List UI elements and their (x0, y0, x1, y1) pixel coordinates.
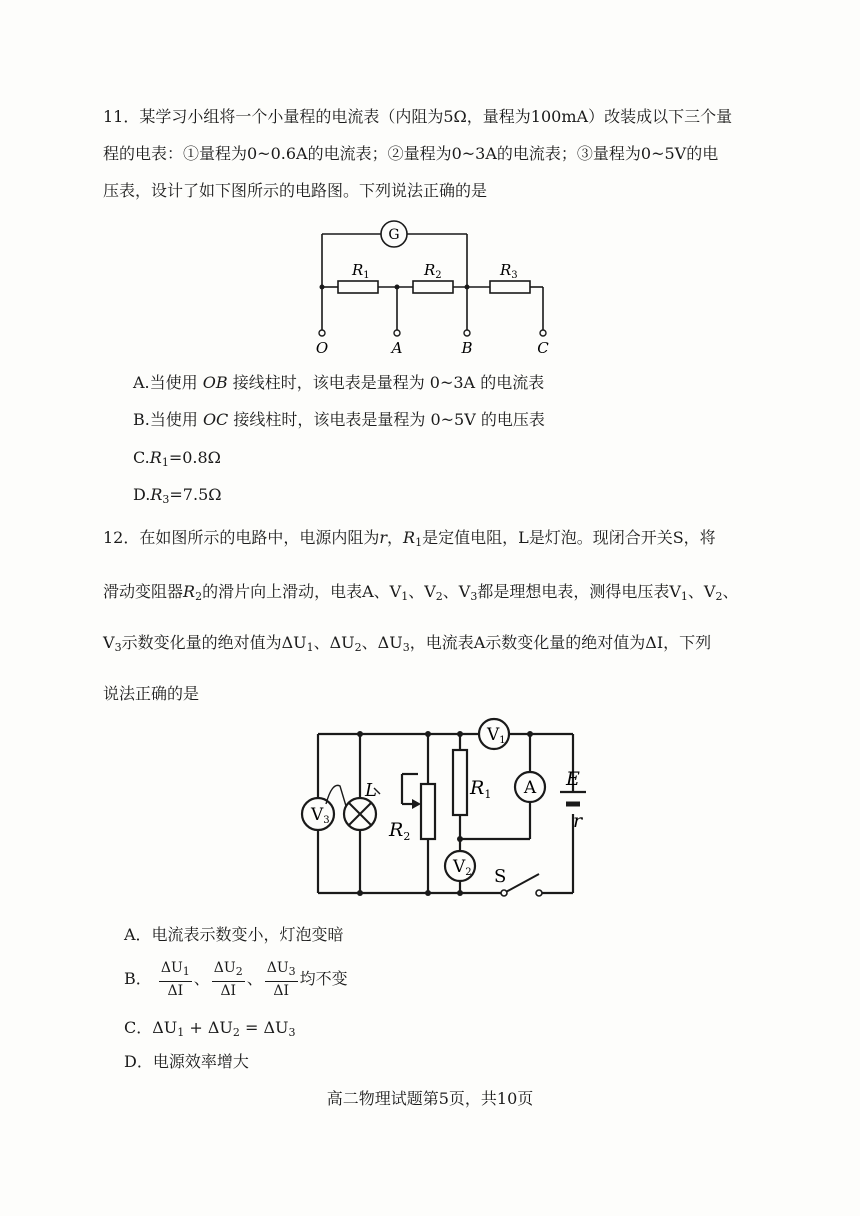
fraction-du2-di: $\frac{\Delta U_2}{\Delta I}$ (213, 960, 243, 999)
switch-contact (501, 890, 507, 896)
rheostat-label: $R_2$ (389, 819, 411, 843)
q11-line-1: 11．某学习小组将一个小量程的电流表（内阻为5Ω，量程为100mA）改装成以下三个量 (103, 107, 733, 126)
q11-option-a: A.当使用 OB 接线柱时，该电表是量程为 0~3A 的电流表 (133, 373, 545, 392)
terminal-b-label: B (461, 339, 473, 357)
switch-label: S (494, 866, 507, 887)
switch-contact (536, 890, 542, 896)
fraction-du1-di: $\frac{\Delta U_1}{\Delta I}$ (160, 960, 190, 999)
q11-circuit-diagram (300, 212, 570, 362)
q12-option-d: D．电源效率增大 (124, 1052, 249, 1071)
terminal-c (540, 330, 546, 336)
junction-dot (395, 285, 400, 290)
lamp-label: L (365, 780, 377, 801)
terminal-a (394, 330, 400, 336)
terminal-b (464, 330, 470, 336)
emf-label: E (566, 768, 580, 790)
q12-line-4: 说法正确的是 (103, 684, 200, 703)
junction-dot (425, 731, 431, 737)
junction-dot (357, 731, 363, 737)
junction-dot (357, 890, 363, 896)
terminal-c-label: C (537, 339, 549, 357)
q12-option-c: C．$\Delta U_1 + \Delta U_2 = \Delta U_3$ (124, 1018, 296, 1039)
q12-circuit-diagram (290, 714, 590, 904)
voltmeter-v3-label: V3 (311, 805, 330, 826)
resistor-r1 (338, 281, 378, 293)
galvanometer-label: G (388, 227, 400, 243)
resistor-r1-label: $R_1$ (352, 261, 370, 281)
q11-option-c: $C.R_1=0.8\Omega$ (133, 448, 221, 469)
junction-dot (457, 836, 463, 842)
resistor-r1-label: $R_1$ (470, 777, 492, 801)
q11-line-2: 程的电表：①量程为0~0.6A的电流表；②量程为0~3A的电流表；③量程为0~5V的电 (103, 144, 719, 163)
junction-dot (320, 285, 325, 290)
junction-dot (425, 890, 431, 896)
voltmeter-v1-label: V1 (487, 725, 506, 746)
q12-line-1: 12．在如图所示的电路中，电源内阻为r，$R_1$是定值电阻，L是灯泡。现闭合开关S，将 (103, 528, 716, 549)
resistor-r3 (490, 281, 530, 293)
q12-line-2: 滑动变阻器$R_2$的滑片向上滑动，电表A、$V_1$、$V_2$、$V_3$都是理想电表，测得电压表$V_1$、$V_2$、 (103, 582, 739, 603)
resistor-r2 (413, 281, 453, 293)
junction-dot (457, 890, 463, 896)
q11-line-3: 压表，设计了如下图所示的电路图。下列说法正确的是 (103, 181, 488, 200)
terminal-a-label: A (391, 339, 403, 357)
fraction-du3-di: $\frac{\Delta U_3}{\Delta I}$ (266, 960, 296, 999)
q12-option-a: A．电流表示数变小，灯泡变暗 (124, 925, 344, 944)
q12-line-3: $V_3$示数变化量的绝对值为$\Delta U_1$、$\Delta U_2$、$\Delta U_3$，电流表A示数变化量的绝对值为ΔI，下列 (103, 633, 712, 654)
resistor-r3-label: $R_3$ (500, 261, 518, 281)
rheostat-r2 (421, 784, 435, 839)
voltmeter-v2-label: V2 (453, 857, 472, 878)
q12-option-b: B． $\frac{\Delta U_1}{\Delta I}$ 、 $\frac{\Delta U_2}{\Delta I}$ 、 $\frac{\Delta U_3}{\Delta I}$ 均不变 (124, 960, 348, 999)
internal-resistance-label: r (573, 810, 583, 832)
page-footer: 高二物理试题第5页，共10页 (326, 1089, 534, 1108)
rheostat-wiper-arrow (412, 799, 421, 809)
ammeter-label: A (523, 778, 537, 798)
terminal-o-label: O (315, 339, 329, 357)
junction-dot (465, 285, 470, 290)
junction-dot (457, 731, 463, 737)
resistor-r2-label: $R_2$ (424, 261, 442, 281)
resistor-r1 (453, 750, 467, 815)
q11-option-b: B.当使用 OC 接线柱时，该电表是量程为 0~5V 的电压表 (133, 410, 545, 429)
terminal-o (319, 330, 325, 336)
q11-option-d: $D.R_3=7.5\Omega$ (133, 485, 222, 506)
junction-dot (527, 731, 533, 737)
